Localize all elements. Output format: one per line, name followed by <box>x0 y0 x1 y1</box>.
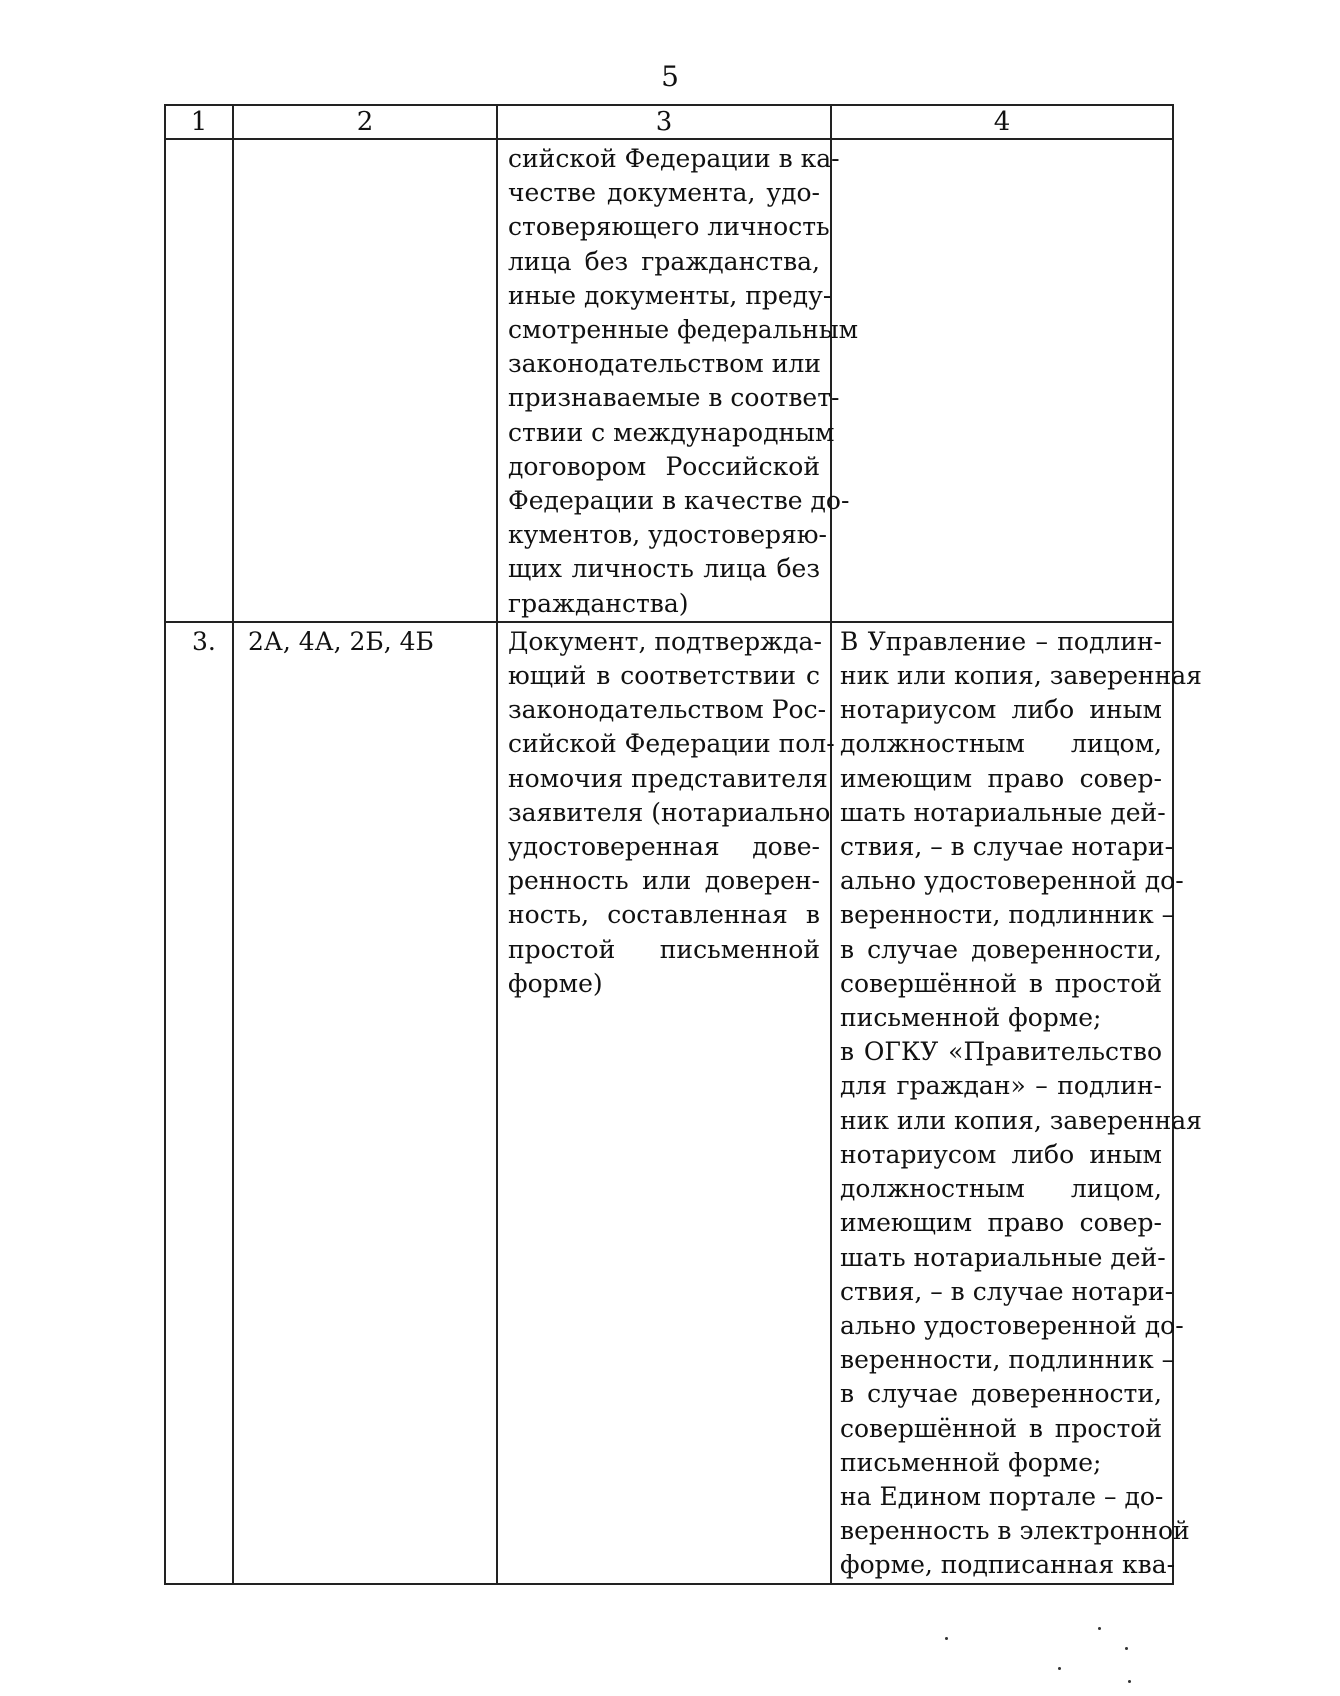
text-line: сийской Федерации в ка- <box>508 144 840 173</box>
text-line: письменной форме; <box>840 1003 1102 1033</box>
text-line: письменной форме; <box>840 1447 1102 1477</box>
scan-speck <box>1125 1647 1128 1650</box>
text-line: смотренные федеральным <box>508 315 859 345</box>
text-line: удостоверенная дове- <box>508 832 820 862</box>
text-line: в ОГКУ «Правительство <box>840 1037 1162 1067</box>
header-col-3: 3 <box>497 105 831 139</box>
text-line: законодательством или <box>508 349 821 379</box>
text-line: ренность или доверен- <box>508 866 820 896</box>
text-line: признаваемые в соответ- <box>508 383 840 413</box>
text-line: щих личность лица без <box>508 554 820 584</box>
text-line: должностным лицом, <box>840 1174 1162 1204</box>
scan-speck <box>1058 1667 1061 1670</box>
text-line: простой письменной <box>508 934 820 964</box>
text-line: кументов, удостоверяю- <box>508 520 827 550</box>
text-line: ющий в соответствии с <box>508 661 820 691</box>
text-line: в случае доверенности, <box>840 934 1162 964</box>
table-row-3 <box>165 622 1173 1584</box>
row-3-codes: 2А, 4А, 2Б, 4Б <box>233 622 497 1584</box>
header-col-4: 4 <box>831 105 1173 139</box>
row-continuation-submission <box>831 139 1173 622</box>
scan-speck <box>945 1637 948 1640</box>
text-line: законодательством Рос- <box>508 695 827 725</box>
table-header-row <box>165 105 1173 139</box>
text-line: Федерации в качестве до- <box>508 486 850 516</box>
text-line: шать нотариальные дей- <box>840 1242 1166 1272</box>
text-line: иные документы, преду- <box>508 280 832 310</box>
text-line: заявителя (нотариально <box>508 797 831 827</box>
text-line: лица без гражданства, <box>508 246 820 276</box>
document-description-text <box>508 142 859 621</box>
header-col-2: 2 <box>233 105 497 139</box>
row-continuation-codes <box>233 139 497 622</box>
submission-method-text <box>840 625 1202 1583</box>
row-continuation-document <box>497 139 859 622</box>
text-line: веренности, подлинник – <box>840 900 1175 930</box>
text-line: ствия, – в случае нотари- <box>840 1276 1174 1306</box>
row-3-submission <box>831 622 1202 1584</box>
text-line: имеющим право совер- <box>840 1208 1162 1238</box>
scan-speck <box>1098 1627 1101 1630</box>
text-line: имеющим право совер- <box>840 763 1162 793</box>
text-line: номочия представителя <box>508 763 828 793</box>
text-line: совершённой в простой <box>840 1413 1162 1443</box>
text-line: Документ, подтвержда- <box>508 626 822 656</box>
text-line: должностным лицом, <box>840 729 1162 759</box>
text-line: ствия, – в случае нотари- <box>840 832 1174 862</box>
table-row-continuation <box>165 139 1173 622</box>
text-line: для граждан» – подлин- <box>840 1071 1162 1101</box>
text-line: ствии с международным <box>508 417 835 447</box>
row-3-document <box>497 622 835 1584</box>
text-line: шать нотариальные дей- <box>840 797 1166 827</box>
text-line: ник или копия, заверенная <box>840 1105 1202 1135</box>
page-number: 5 <box>661 60 679 93</box>
text-line: на Едином портале – до- <box>840 1481 1164 1511</box>
text-line: совершённой в простой <box>840 968 1162 998</box>
text-line: гражданства) <box>508 588 689 618</box>
text-line: форме) <box>508 968 603 998</box>
text-line: нотариусом либо иным <box>840 695 1162 725</box>
text-line: договором Российской <box>508 451 820 481</box>
text-line: ально удостоверенной до- <box>840 866 1184 896</box>
text-line: веренности, подлинник – <box>840 1345 1175 1375</box>
text-line: нотариусом либо иным <box>840 1139 1162 1169</box>
text-line: сийской Федерации пол- <box>508 729 835 759</box>
text-line: ность, составленная в <box>508 900 820 930</box>
text-line: в случае доверенности, <box>840 1379 1162 1409</box>
text-line: честве документа, удо- <box>508 178 820 208</box>
requirements-table <box>164 104 1202 1585</box>
text-line: веренность в электронной <box>840 1516 1190 1546</box>
row-3-number: 3. <box>165 622 233 1584</box>
text-line: стоверяющего личность <box>508 212 830 242</box>
text-line: ально удостоверенной до- <box>840 1310 1184 1340</box>
row-continuation-number <box>165 139 233 622</box>
text-line: форме, подписанная ква- <box>840 1550 1176 1580</box>
scan-speck <box>1128 1680 1131 1683</box>
text-line: ник или копия, заверенная <box>840 661 1202 691</box>
header-col-1: 1 <box>165 105 233 139</box>
document-description-text <box>508 625 835 1001</box>
text-line: В Управление – подлин- <box>840 626 1162 656</box>
